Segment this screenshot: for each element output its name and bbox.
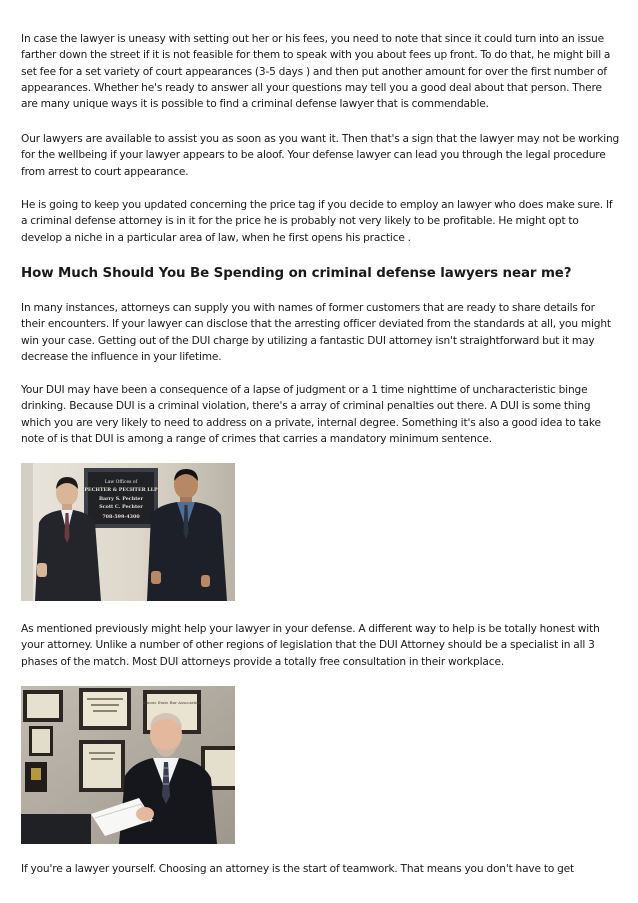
lawyers-photo: [21, 463, 235, 601]
paragraph-price: He is going to keep you updated concerning the price tag if you decide to employ an lawyer who does make sure. If a criminal defense attorney is in it for the price he is probably not very likely to be profitable. He might opt to develop a niche in a particular area of law, when he first opens his practice .: [21, 199, 613, 244]
attorney-office-photo: [21, 686, 235, 844]
certificate-text: Illinois State Bar Association: [142, 700, 202, 705]
sign-line-1: Law Offices of: [104, 480, 138, 485]
sign-line-5: 708-599-4300: [102, 514, 140, 520]
section-heading: How Much Should You Be Spending on criminal defense lawyers near me?: [21, 266, 572, 281]
paragraph-former-customers: In many instances, attorneys can supply you with names of former customers that are ready to share details for their encounters. If your lawyer can disclose that the arresting officer deviated from the standards at all, you might win your case. Getting out of the DUI charge by utilizing a fantastic DUI attorney isn't straightforward but it may decrease the influence in your lifetime.: [21, 302, 611, 363]
paragraph-dui-consequence: Your DUI may have been a consequence of a lapse of judgment or a 1 time nighttime of uncharacteristic binge drinking. Because DUI is a criminal violation, there's a array of criminal penalties out there. A DUI is some thing which you are very likely to need to address on a private, internal degree. Something it's also a good idea to take note of is that DUI is among a range of crimes that carries a mandatory minimum sentence.: [21, 384, 601, 445]
lawyers-photo-image: [21, 463, 235, 601]
attorney-office-photo-image: [21, 686, 235, 844]
paragraph-fees: In case the lawyer is uneasy with setting out her or his fees, you need to note that since it could turn into an issue farther down the street if it is not feasible for them to speak with you about fees up front. To do that, he might bill a set fee for a set variety of court appearances (3-5 days ) and then put another amount for over the first number of appearances. Whether he's ready to answer all your questions may tell you a good deal about that person. There are many unique ways it is possible to find a criminal defense lawyer that is commendable.: [21, 33, 611, 111]
sign-line-4: Scott C. Pechter: [99, 504, 143, 510]
paragraph-help-lawyer: As mentioned previously might help your lawyer in your defense. A different way to help is be totally honest with your attorney. Unlike a number of other regions of legislation that the DUI Attorney should be a specialist in all 3 phases of the match. Most DUI attorneys provide a totally free consultation in their workplace.: [21, 623, 600, 668]
paragraph-teamwork: If you're a lawyer yourself. Choosing an attorney is the start of teamwork. That means you don't have to get: [21, 863, 575, 875]
paragraph-availability: Our lawyers are available to assist you as soon as you want it. Then that's a sign that the lawyer may not be working for the wellbeing if your lawyer appears to be aloof. Your defense lawyer can lead you through the legal procedure from arrest to court appearance.: [21, 133, 620, 178]
sign-line-2: PECHTER & PECHTER LLP: [84, 487, 158, 493]
sign-line-3: Barry S. Pechter: [98, 496, 144, 502]
